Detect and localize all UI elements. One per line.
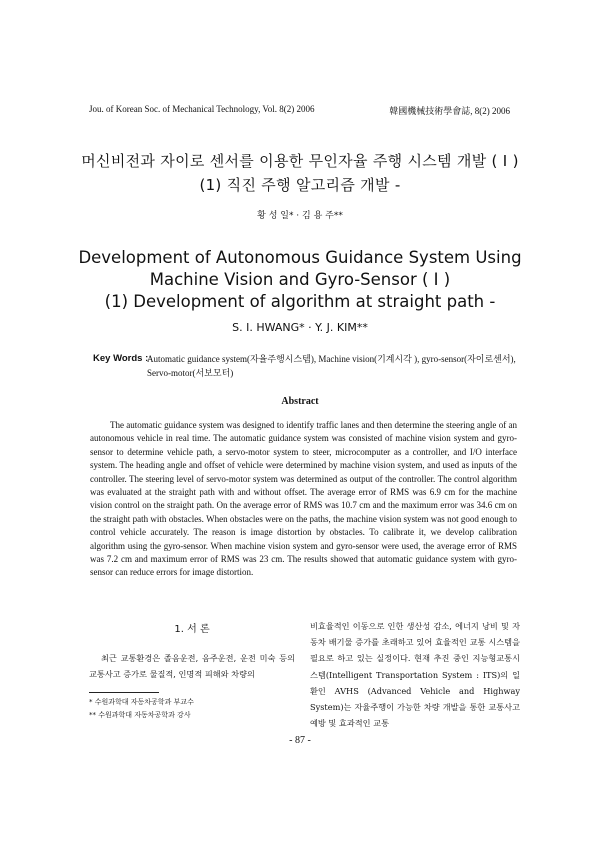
footnote-2: ** 수원과학대 자동차공학과 강사 [89,711,191,719]
title-en-line2: Machine Vision and Gyro-Sensor ( I ) [149,270,451,289]
keywords-text: Automatic guidance system(자율주행시스템), Machine vision(기계시각 ), gyro-sensor(자이로센서), Servo-motor(서보모터) [147,354,516,378]
keywords-label: Key Words : [93,353,149,364]
section-heading-introduction: 1. 서 론 [174,624,210,635]
abstract-body [90,419,517,580]
title-ko-line2: (1) 직진 주행 알고리즘 개발 - [199,176,401,194]
intro-right-text: 비효율적인 이동으로 인한 생산성 감소, 에너지 낭비 및 자동차 배기물 증가를 초래하고 있어 효율적인 교통 시스템을 필요로 하고 있는 실정이다. 현재 추진 중인 지능형교통시스템(Intelligent Transportation System : ITS)의 일환인 AVHS (Advanced Vehicle and Highway System)는 자율주행이 가능한 차량 개발을 통한 교통사고 예방 및 효과적인 교통 [310,621,520,729]
title-ko-line1: 머신비전과 자이로 센서를 이용한 무인자율 주행 시스템 개발 ( Ⅰ ) [81,152,519,170]
journal-header-en: Jou. of Korean Soc. of Mechanical Technology, Vol. 8(2) 2006 [89,104,315,114]
authors-en: S. I. HWANG* · Y. J. KIM** [232,321,368,334]
page-number: - 87 - [289,735,311,746]
authors-ko: 황 성 일* · 김 용 주** [257,211,343,221]
abstract-text: The automatic guidance system was designed to identify traffic lanes and then determine the steering angle of an autonomous vehicle in real time. The automatic guidance system was consisted of machine vision system and gyro-sensor to determine vehicle path, a servo-motor system to steer, microcomputer as a controller, and I/O interface system. The heading angle and offset of vehicle were determined by machine vision system, and used as inputs of the controller. The steering level of servo-motor system was determined as output of the controller. The control algorithm was evaluated at the straight path with and without offset. The average error of RMS was 6.9 cm for the machine vision control on the straight path. On the average error of RMS was 10.7 cm and the maximum error was 34.6 cm on the straight path with obstacles. When obstacles were on the paths, the machine vision system was not good enough to control vehicle accurately. The reason is image distortion by obstacles. To calibrate it, we develop calibration algorithm using the gyro-sensor. When machine vision system and gyro-sensor were used, the average error of RMS was 7.2 cm and maximum error of RMS was 23 cm. The results showed that automatic guidance system with gyro-sensor can reduce errors for image distortion. [90,420,517,578]
title-en-line3: (1) Development of algorithm at straight path - [104,292,496,311]
intro-left-text: 최근 교통환경은 졸음운전, 음주운전, 운전 미숙 등의 교통사고 증가로 물질적, 인명적 피해와 차량의 [89,653,295,680]
journal-header-ko: 韓國機械技術學會誌, 8(2) 2006 [389,106,510,116]
footnote-1: * 수원과학대 자동차공학과 부교수 [89,698,194,706]
title-en-line1: Development of Autonomous Guidance System Using [78,248,522,267]
footnote-rule [89,692,159,693]
abstract-title: Abstract [281,396,319,407]
